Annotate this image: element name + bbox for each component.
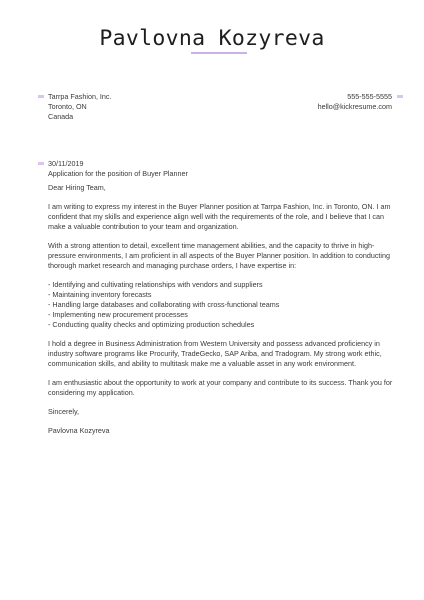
letter-meta <box>48 159 188 179</box>
contact-phone: 555-555-5555 <box>347 92 392 101</box>
list-item: - Conducting quality checks and optimizing production schedules <box>48 320 255 329</box>
letter-signature: Pavlovna Kozyreva <box>48 426 110 435</box>
list-item: - Handling large databases and collaborating with cross-functional teams <box>48 300 280 309</box>
letter-paragraph-2: With a strong attention to detail, excellent time management abilities, and the capacity to thrive in high-pressure environments, I am proficient in all aspects of the Buyer Planner position. In addition to conducting thorough market research and managing purchase orders, I have expertise in: <box>48 241 390 270</box>
letter-paragraph-3: I hold a degree in Business Administration from Western University and possess advanced proficiency in industry software programs like Procurify, TradeGecko, SAP Ariba, and Tradogram. My strong work ethic, communication skills, and ability to multitask make me a valuable asset in any work environment. <box>48 339 382 368</box>
contact-email: hello@kickresume.com <box>317 102 392 111</box>
recipient-marker <box>38 95 44 98</box>
letter-date: 30/11/2019 <box>48 159 84 168</box>
list-item: - Implementing new procurement processes <box>48 310 188 319</box>
letter-body <box>48 183 398 445</box>
letter-paragraph-4: I am enthusiastic about the opportunity to work at your company and contribute to its success. Thank you for considering my application. <box>48 378 393 397</box>
name-underline <box>191 52 247 54</box>
letter-subject: Application for the position of Buyer Planner <box>48 169 188 178</box>
contact-marker <box>397 95 403 98</box>
applicant-name: Pavlovna Kozyreva <box>99 26 325 51</box>
letter-paragraph-1: I am writing to express my interest in the Buyer Planner position at Tarrpa Fashion, Inc. in Toronto, ON. I am confident that my skills and experience align well with the requirements of the role, and I believe that I can make a valuable contribution to your team and organization. <box>48 202 391 231</box>
letter-greeting: Dear Hiring Team, <box>48 183 106 192</box>
letter-closing: Sincerely, <box>48 407 80 416</box>
list-item: - Maintaining inventory forecasts <box>48 290 152 299</box>
contact-info <box>318 92 392 112</box>
list-item: - Identifying and cultivating relationships with vendors and suppliers <box>48 280 263 289</box>
recipient-country: Canada <box>48 112 74 121</box>
expertise-list <box>48 280 398 330</box>
date-marker <box>38 162 44 165</box>
recipient-address <box>48 92 112 122</box>
recipient-city: Toronto, ON <box>48 102 87 111</box>
recipient-company: Tarrpa Fashion, Inc. <box>48 92 112 101</box>
